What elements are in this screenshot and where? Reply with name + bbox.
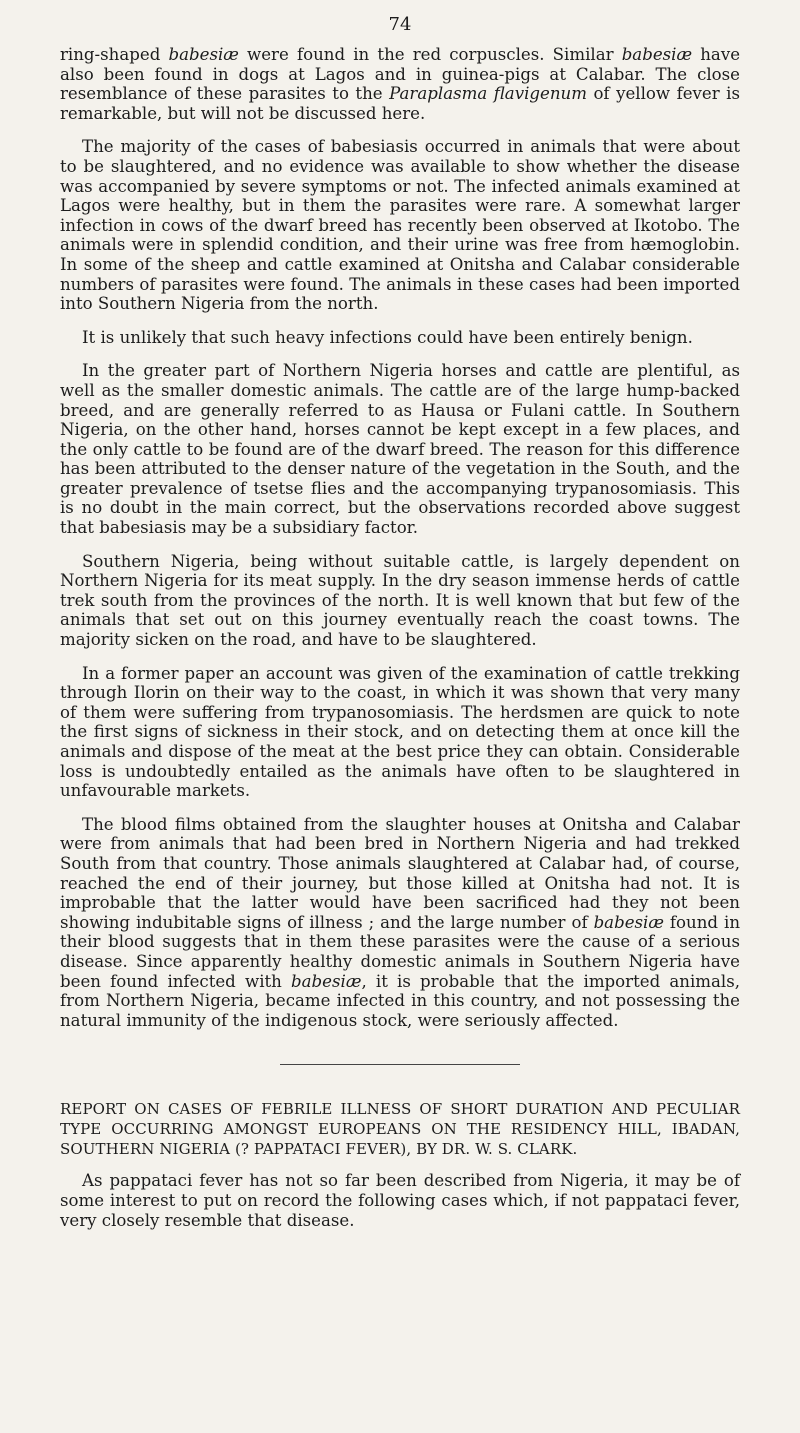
- paragraph-7: [60, 815, 740, 1031]
- text-run: , it is probable that the imported animals, from Northern Nigeria, became infected in this country, and not possessing the natural immunity of the indigenous stock, were seriously affected.: [60, 971, 740, 1030]
- text-run: The majority of the cases of babesiasis occurred in animals that were about to be slaughtered, and no evidence was available to show whether the disease was accompanied by severe symptoms or not. The infected animals examined at Lagos were healthy, but in them the parasites were rare. A somewhat larger infection in cows of the dwarf breed has recently been observed at Ikotobo. The animals were in splendid condition, and their urine was free from hæmoglobin. In some of the sheep and cattle examined at Onitsha and Calabar considerable numbers of parasites were found. The animals in these cases had been imported into Southern Nigeria from the north.: [60, 137, 740, 314]
- text-run: The blood films obtained from the slaughter houses at Onitsha and Calabar were from animals that had been bred in Northern Nigeria and had trekked South from that country. Those animals slaughtered at Calabar had, of course, reached the end of their journey, but those killed at Onitsha had not. It is improbable that the latter would have been sacrificed had they not been showing indubitable signs of illness ; and the large number of: [60, 814, 740, 932]
- text-run: In the greater part of Northern Nigeria horses and cattle are plentiful, as well as the smaller domestic animals. The cattle are of the large hump-backed breed, and are generally referred to as Hausa or Fulani cattle. In Southern Nigeria, on the other hand, horses cannot be kept except in a few places, and the only cattle to be found are of the dwarf breed. The reason for this difference has been attributed to the denser nature of the vegetation in the South, and the greater prevalence of tsetse flies and the accompanying trypanosomiasis. This is no doubt in the main correct, but the observations recorded above suggest that babesiasis may be a subsidiary factor.: [60, 361, 740, 538]
- closing-paragraph: As pappataci fever has not so far been described from Nigeria, it may be of some interest to put on record the following cases which, if not pappataci fever, very closely resemble that disease.: [60, 1171, 740, 1230]
- body-text: [60, 45, 740, 1030]
- page-number: 74: [388, 14, 412, 35]
- text-run: ring-shaped: [60, 45, 169, 64]
- italic-term: Paraplasma flavigenum: [389, 84, 587, 104]
- text-run: Southern Nigeria, being without suitable cattle, is largely dependent on Northern Nigeria for its meat supply. In the dry season immense herds of cattle trek south from the provinces of the north. It is well known that but few of the animals that set out on this journey eventually reach the coast towns. The majority sicken on the road, and have to be slaughtered.: [60, 551, 740, 650]
- paragraph-5: [60, 552, 740, 650]
- italic-term: babesiæ: [593, 912, 664, 932]
- paragraph-3: [60, 328, 740, 348]
- paragraph-1: [60, 45, 740, 123]
- italic-term: babesiæ: [621, 45, 693, 64]
- text-run: of yellow fever is remarkable, but will not be discussed here.: [60, 84, 740, 123]
- italic-term: babesiæ: [291, 971, 362, 991]
- text-run: It is unlikely that such heavy infections could have been entirely benign.: [82, 327, 693, 347]
- paragraph-2: [60, 137, 740, 313]
- section-divider: [280, 1064, 520, 1065]
- paragraph-6: [60, 664, 740, 801]
- paragraph-4: [60, 361, 740, 537]
- text-run: found in their blood suggests that in them these parasites were the cause of a serious disease. Since apparently healthy domestic animals in Southern Nigeria have been found infected with: [60, 912, 741, 991]
- text-run: In a former paper an account was given of the examination of cattle trekking through Ilorin on their way to the coast, in which it was shown that very many of them were suffering from trypanosomiasis. The herdsmen are quick to note the first signs of sickness in their stock, and on detecting them at once kill the animals and dispose of the meat at the best price they can obtain. Considerable loss is undoubtedly entailed as the animals have often to be slaughtered in unfavourable markets.: [60, 663, 740, 801]
- report-heading: REPORT ON CASES OF FEBRILE ILLNESS OF SHORT DURATION AND PECULIAR TYPE OCCURRING AMONGST EUROPEANS ON THE RESIDENCY HILL, IBADAN, SOUTHERN NIGERIA (? PAPPATACI FEVER), BY DR. W. S. CLARK.: [60, 1100, 740, 1159]
- text-run: were found in the red corpuscles. Similar: [238, 45, 622, 64]
- italic-term: babesiæ: [168, 45, 239, 64]
- text-run: have also been found in dogs at Lagos and in guinea-pigs at Calabar. The close resemblance of these parasites to the: [60, 45, 741, 104]
